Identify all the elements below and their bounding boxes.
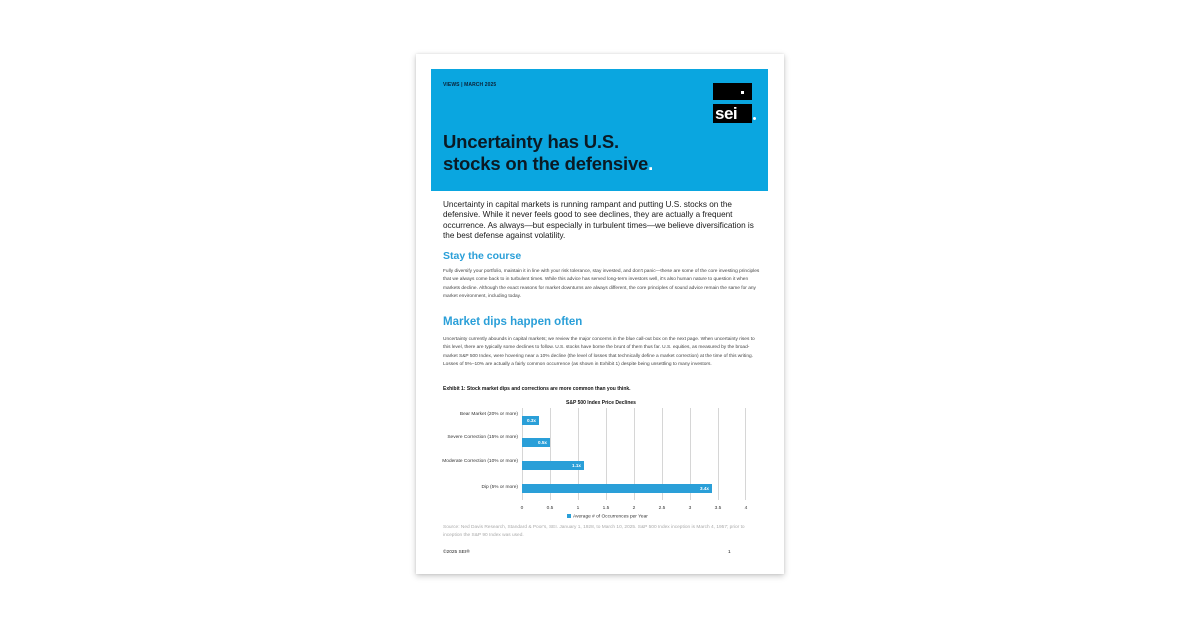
lead-paragraph: Uncertainty in capital markets is running rampant and putting U.S. stocks on the defensive. While it never feels good to see declines, they are actually a frequent occurrence. As always—but especially in turbulent times—we believe diversification is the best defense against volatility.: [443, 200, 754, 241]
x-tick: 0.5: [546, 506, 554, 511]
x-tick: 1.5: [602, 506, 610, 511]
page-number: 1: [728, 550, 731, 555]
category-label: Bear Market (20% or more): [459, 412, 518, 417]
chart-title: S&P 500 Index Price Declines: [566, 400, 636, 406]
section-body: Fully diversify your portfolio, maintain it in line with your risk tolerance, stay invested, and don't panic—these are some of the core investing principles that we always come back to in turbulent times. While this advice has served long-term investors well, it's also human nature to question it when markets decline. Although the exact reasons for market downturns are always different, the core principles of sound advice remain the same for any market environment, including today.: [443, 269, 760, 299]
exhibit-caption: Exhibit 1: Stock market dips and corrections are more common than you think.: [443, 386, 631, 392]
x-tick: 3: [688, 506, 692, 511]
bar-dip: 3.4x: [522, 484, 712, 493]
chart-legend: Average # of Occurrences per Year: [567, 514, 648, 519]
legend-swatch: [567, 514, 571, 518]
bar-chart: [522, 408, 746, 500]
category-label: Dip (5% or more): [481, 485, 518, 490]
source-note: Source: Ned Davis Research, Standard & Poor's, SEI. January 1, 1928, to March 10, 2025. S&P 500 Index inception is March 4, 1957; prior to inception the S&P 90 Index was used.: [443, 525, 745, 538]
sei-logo: [713, 83, 753, 123]
section-body: Uncertainty currently abounds in capital markets; we review the major concerns in the blue call-out box on the next page. When uncertainty rises to this level, there are typically some declines to follow. U.S. stocks have borne the brunt of them thus far. U.S. equities, as measured by the broad-market S&P 500 Index, were hovering near a 10% decline (the level of losses that technically define a market correction) at the time of this writing. Losses of 5%–10% are actually a fairly common occurrence (as shown in Exhibit 1) despite being unsettling to many investors.: [443, 337, 755, 367]
page-title: Uncertainty has U.S. stocks on the defensive.: [443, 131, 654, 174]
logo-text: sei: [713, 104, 752, 123]
x-tick: 2: [632, 506, 636, 511]
x-tick: 3.5: [714, 506, 722, 511]
section-heading-market-dips: Market dips happen often: [443, 316, 583, 328]
document-page: [416, 54, 784, 574]
x-tick: 1: [576, 506, 580, 511]
bar-severe-correction: 0.5x: [522, 438, 550, 447]
category-label: Severe Correction (15% or more): [447, 435, 518, 440]
copyright: ©2025 SEI®: [443, 550, 470, 555]
section-heading-stay-the-course: Stay the course: [443, 250, 522, 262]
x-tick: 2.5: [658, 506, 666, 511]
bar-bear-market: 0.3x: [522, 416, 539, 425]
x-tick: 0: [520, 506, 524, 511]
header-banner: [431, 69, 768, 191]
bar-moderate-correction: 1.1x: [522, 461, 584, 470]
category-label: Moderate Correction (10% or more): [442, 459, 518, 464]
kicker: VIEWS | MARCH 2025: [443, 82, 497, 88]
x-tick: 4: [744, 506, 748, 511]
